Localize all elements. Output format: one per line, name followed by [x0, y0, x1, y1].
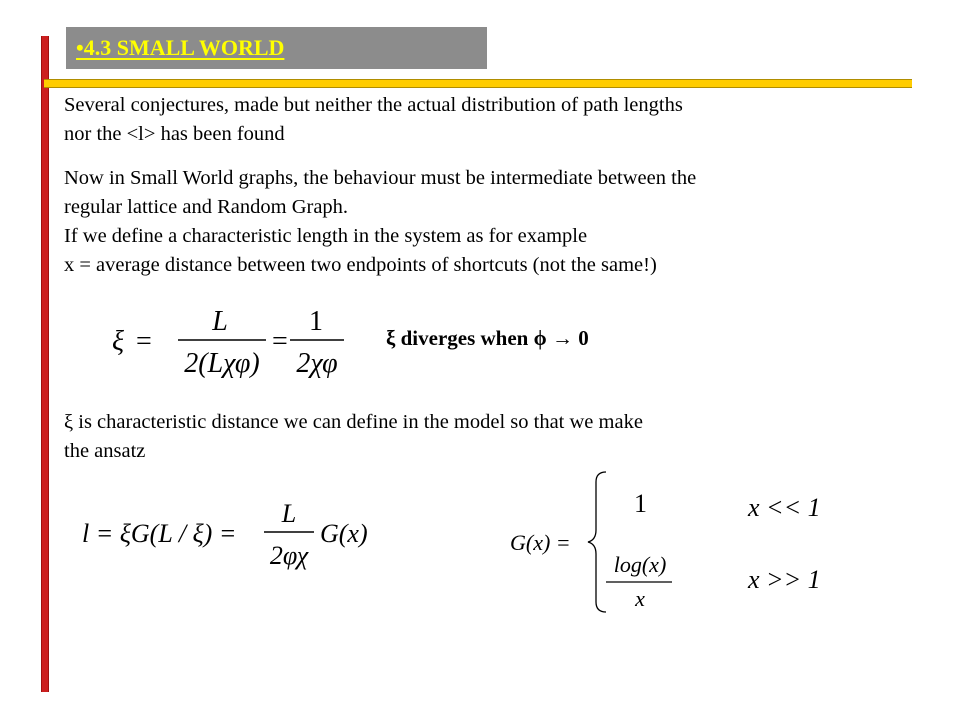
fraction-denominator: 2χφ	[296, 348, 338, 379]
yellow-horizontal-accent-bar	[44, 79, 912, 88]
text-line: ξ is characteristic distance we can define in the model so that we make	[64, 411, 643, 433]
title-banner	[66, 27, 487, 69]
case1-condition: x << 1	[748, 493, 821, 522]
ansatz-tail: G(x)	[320, 519, 368, 548]
text-line: If we define a characteristic length in the system as for example	[64, 225, 588, 247]
paragraph-conjectures	[64, 91, 683, 149]
fraction-numerator: L	[212, 306, 228, 337]
text-line: x = average distance between two endpoints of shortcuts (not the same!)	[64, 254, 657, 276]
paragraph-small-world	[64, 164, 696, 280]
fraction-numerator: 1	[309, 306, 323, 337]
equals-sign: =	[136, 326, 152, 357]
text-line: Now in Small World graphs, the behaviour must be intermediate between the	[64, 167, 697, 189]
xi-symbol: ξ	[112, 326, 124, 357]
text-line: the ansatz	[64, 440, 146, 462]
equals-sign: =	[272, 326, 288, 357]
red-vertical-accent-bar	[41, 36, 49, 692]
left-brace	[588, 472, 606, 612]
text-line: nor the <l> has been found	[64, 123, 285, 145]
ansatz-lhs: l = ξG(L / ξ) =	[82, 519, 237, 548]
slide-title: •4.3 SMALL WORLD	[76, 35, 285, 60]
paragraph-ansatz	[64, 408, 643, 466]
g-piecewise-equation	[508, 468, 858, 618]
text-line: Several conjectures, made but neither the actual distribution of path lengths	[64, 94, 683, 116]
case2-condition: x >> 1	[748, 565, 821, 594]
xi-equation	[100, 300, 360, 384]
fraction-denominator: x	[635, 586, 645, 611]
fraction-numerator: log(x)	[613, 552, 667, 577]
ansatz-equation	[76, 492, 396, 576]
fraction-numerator: L	[281, 499, 297, 528]
case1-value: 1	[634, 489, 647, 518]
fraction-denominator: 2(Lχφ)	[184, 348, 260, 379]
g-lhs: G(x) =	[510, 530, 571, 555]
text-line: regular lattice and Random Graph.	[64, 196, 349, 218]
diverges-note: ξ diverges when ϕ → 0	[386, 326, 589, 350]
fraction-denominator: 2φχ	[269, 541, 309, 570]
